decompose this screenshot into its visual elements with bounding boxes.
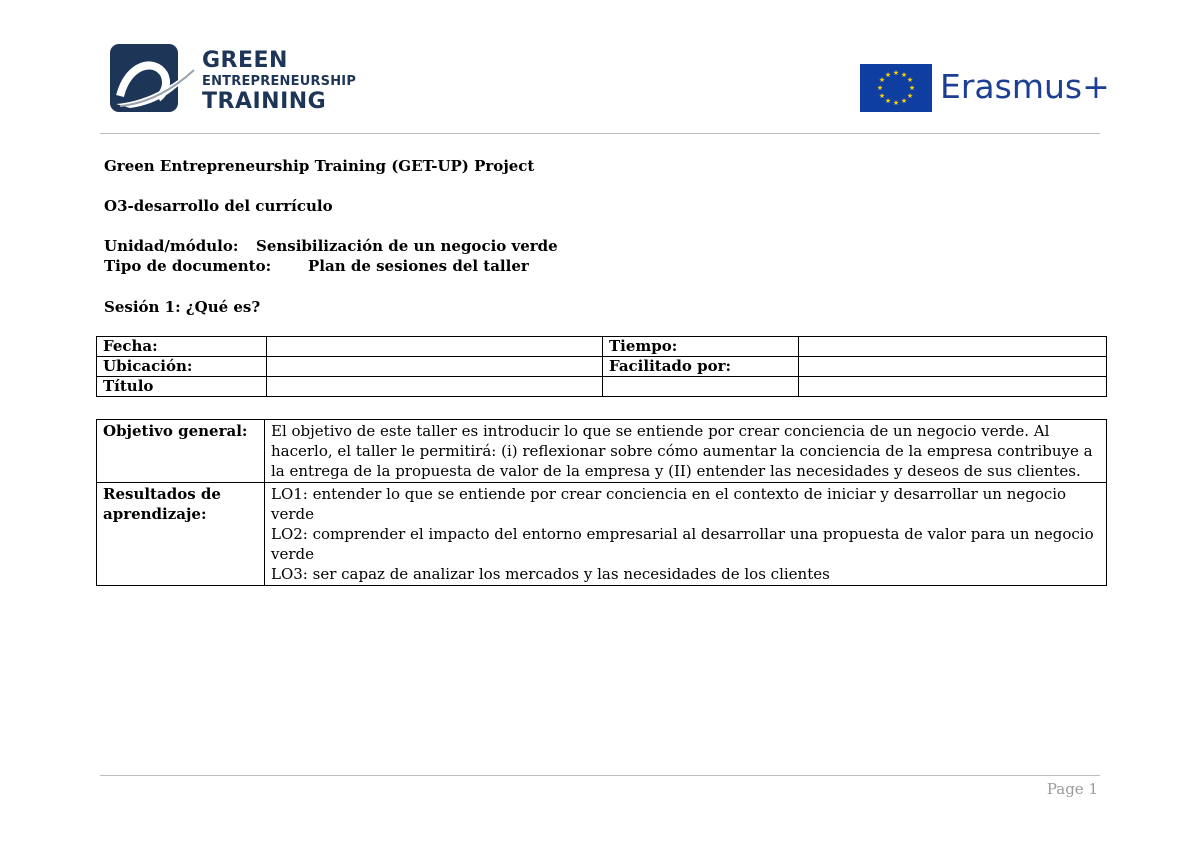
table-row xyxy=(97,357,1107,377)
document-type-label: Tipo de documento: xyxy=(104,257,272,275)
document-type-line xyxy=(104,257,529,275)
header-divider xyxy=(100,133,1100,134)
svg-text:★: ★ xyxy=(906,76,914,84)
fecha-value-cell xyxy=(267,337,603,357)
svg-text:★: ★ xyxy=(908,84,916,92)
document-type-value: Plan de sesiones del taller xyxy=(308,257,529,275)
footer-divider xyxy=(100,775,1100,776)
svg-text:★: ★ xyxy=(884,71,892,79)
table-row xyxy=(97,420,1107,483)
fecha-label: Fecha: xyxy=(97,337,267,357)
svg-text:★: ★ xyxy=(878,76,886,84)
erasmus-plus-logo xyxy=(860,64,1110,114)
svg-text:★: ★ xyxy=(892,99,900,107)
table-row xyxy=(97,337,1107,357)
tiempo-label: Tiempo: xyxy=(603,337,799,357)
svg-text:★: ★ xyxy=(892,69,900,77)
logo-line-entrepreneurship: ENTREPRENEURSHIP xyxy=(202,74,357,89)
unit-module-value: Sensibilización de un negocio verde xyxy=(256,237,558,255)
table-row xyxy=(97,377,1107,397)
erasmus-plus-wordmark: Erasmus+ xyxy=(940,67,1110,106)
output-title: O3-desarrollo del currículo xyxy=(104,197,333,215)
tiempo-value-cell xyxy=(799,337,1107,357)
svg-text:★: ★ xyxy=(900,71,908,79)
table-row xyxy=(97,483,1107,586)
svg-text:★: ★ xyxy=(876,84,884,92)
facilitado-label: Facilitado por: xyxy=(603,357,799,377)
learning-outcome-item: LO3: ser capaz de analizar los mercados y las necesidades de los clientes xyxy=(271,565,830,583)
get-up-logo-text xyxy=(202,50,356,113)
logo-line-training: TRAINING xyxy=(202,89,327,114)
get-up-logo-emblem-icon xyxy=(110,44,196,114)
logo-line-green: GREEN xyxy=(202,48,288,73)
svg-text:★: ★ xyxy=(906,92,914,100)
empty-label-cell xyxy=(603,377,799,397)
learning-outcome-item: LO2: comprender el impacto del entorno empresarial al desarrollar una propuesta de valor para un negocio verde xyxy=(271,525,1094,563)
svg-text:★: ★ xyxy=(878,92,886,100)
titulo-value-cell xyxy=(267,377,603,397)
ubicacion-label: Ubicación: xyxy=(97,357,267,377)
facilitado-value-cell xyxy=(799,357,1107,377)
project-title: Green Entrepreneurship Training (GET-UP) Project xyxy=(104,157,535,175)
get-up-logo xyxy=(110,44,357,114)
empty-value-cell xyxy=(799,377,1107,397)
svg-text:★: ★ xyxy=(884,97,892,105)
learning-outcomes-list xyxy=(265,483,1107,586)
learning-outcome-item: LO1: entender lo que se entiende por crear conciencia en el contexto de iniciar y desarrollar un negocio verde xyxy=(271,485,1067,523)
svg-text:★: ★ xyxy=(900,97,908,105)
page-number: Page 1 xyxy=(1046,780,1098,798)
session-title: Sesión 1: ¿Qué es? xyxy=(104,298,261,316)
general-objective-text: El objetivo de este taller es introducir lo que se entiende por crear conciencia de un negocio verde. Al hacerlo, el taller le permitirá: (i) reflexionar sobre cómo aumentar la conciencia de la empresa contribuye a la entrega de la propuesta de valor de la empresa y (II) entender las necesidades y deseos de sus clientes. xyxy=(265,420,1107,483)
unit-module-line xyxy=(104,237,558,255)
eu-flag-icon xyxy=(860,64,932,112)
general-objective-label: Objetivo general: xyxy=(97,420,265,483)
learning-outcomes-label: Resultados de aprendizaje: xyxy=(97,483,265,586)
session-info-table xyxy=(96,336,1107,397)
objectives-table xyxy=(96,419,1107,586)
unit-module-label: Unidad/módulo: xyxy=(104,237,239,255)
titulo-label: Título xyxy=(97,377,267,397)
ubicacion-value-cell xyxy=(267,357,603,377)
